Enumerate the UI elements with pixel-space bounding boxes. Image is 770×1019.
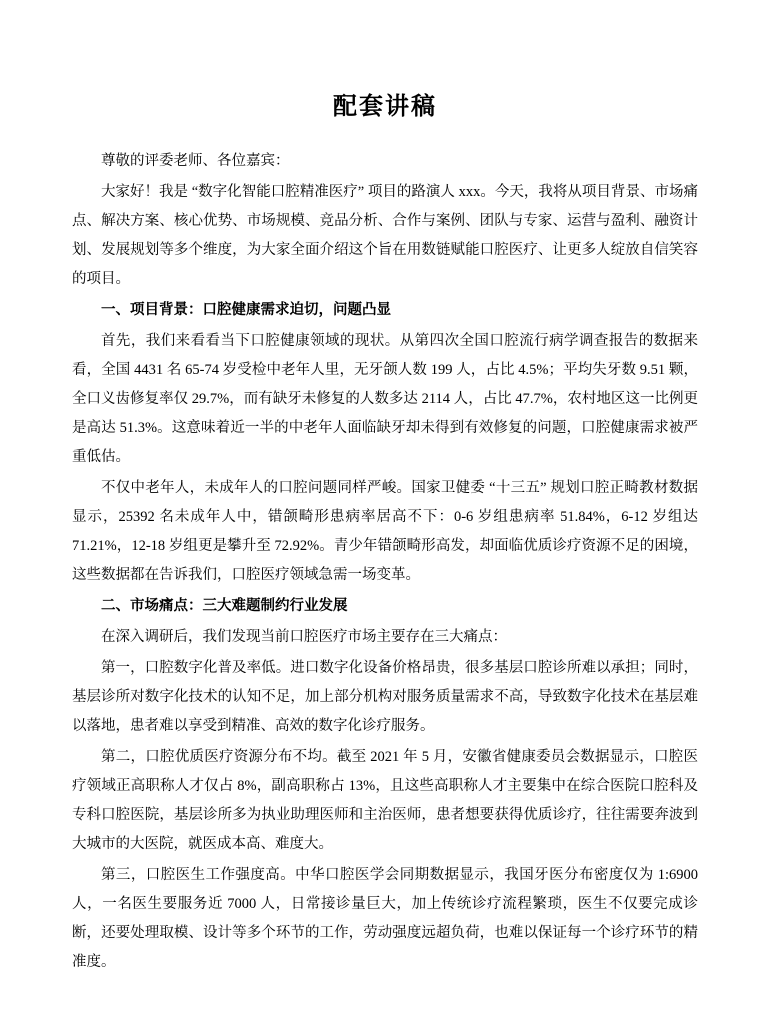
page-title: 配套讲稿 — [333, 93, 437, 120]
section-heading: 一、项目背景：口腔健康需求迫切，问题凸显 — [101, 302, 391, 318]
paragraph: 不仅中老年人，未成年人的口腔问题同样严峻。国家卫健委 “十三五” 规划口腔正畸教材数据显示，25392 名未成年人中，错颌畸形患病率居高不下：0-6 岁组患病率 51.84%，6-12 岁组达 71.21%，12-18 岁组更是攀升至 72.92%。青少年错颌畸形高发，却面临优质诊疗资源不足的困境，这些数据都在告诉我们，口腔医疗领域急需一场变革。 — [72, 480, 698, 583]
paragraph: 尊敬的评委老师、各位嘉宾： — [101, 153, 290, 169]
section-heading: 二、市场痛点：三大难题制约行业发展 — [101, 598, 348, 614]
paragraph: 在深入调研后，我们发现当前口腔医疗市场主要存在三大痛点： — [101, 629, 507, 645]
paragraph: 大家好！我是 “数字化智能口腔精准医疗” 项目的路演人 xxx。今天，我将从项目背景、市场痛点、解决方案、核心优势、市场规模、竞品分析、合作与案例、团队与专家、运营与盈利、融资计划、发展规划等多个维度，为大家全面介绍这个旨在用数链赋能口腔医疗、让更多人绽放自信笑容的项目。 — [72, 184, 698, 287]
paragraph: 第一，口腔数字化普及率低。进口数字化设备价格昂贵，很多基层口腔诊所难以承担；同时，基层诊所对数字化技术的认知不足，加上部分机构对服务质量需求不高，导致数字化技术在基层难以落地，患者难以享受到精准、高效的数字化诊疗服务。 — [72, 660, 698, 734]
paragraph: 首先，我们来看看当下口腔健康领域的现状。从第四次全国口腔流行病学调查报告的数据来看，全国 4431 名 65-74 岁受检中老年人里，无牙颌人数 199 人，占比 4.5%；平均失牙数 9.51 颗，全口义齿修复率仅 29.7%，而有缺牙未修复的人数多达 2114 人，占比 47.7%，农村地区这一比例更是高达 51.3%。这意味着近一半的中老年人面临缺牙却未得到有效修复的问题，口腔健康需求被严重低估。 — [72, 333, 698, 465]
document-body — [72, 147, 698, 977]
paragraph: 第三，口腔医生工作强度高。中华口腔医学会同期数据显示，我国牙医分布密度仅为 1:6900 人，一名医生要服务近 7000 人，日常接诊量巨大，加上传统诊疗流程繁琐，医生不仅要完成诊断，还要处理取模、设计等多个环节的工作，劳动强度远超负荷，也难以保证每一个诊疗环节的精准度。 — [72, 867, 698, 970]
paragraph: 第二，口腔优质医疗资源分布不均。截至 2021 年 5 月，安徽省健康委员会数据显示，口腔医疗领域正高职称人才仅占 8%，副高职称占 13%，且这些高职称人才主要集中在综合医院口腔科及专科口腔医院，基层诊所多为执业助理医师和主治医师，患者想要获得优质诊疗，往往需要奔波到大城市的大医院，就医成本高、难度大。 — [72, 749, 698, 852]
